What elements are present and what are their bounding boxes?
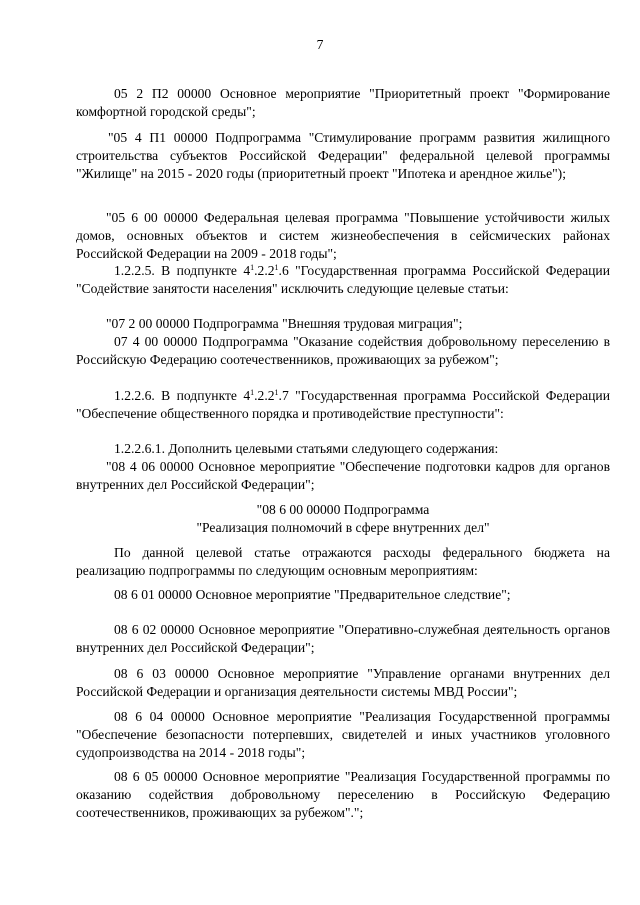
item-1-2-2-5-lead: 1.2.2.5. В подпункте 4 xyxy=(114,263,251,278)
paragraph-05-6: "05 6 00 00000 Федеральная целевая программа "Повышение устойчивости жилых домов, основных объектов и систем жизнеобеспечения в сейсмических районах Российской Федерации на 2009 - 2018 годы"; xyxy=(76,210,610,261)
paragraph-description: По данной целевой статье отражаются расходы федерального бюджета на реализацию подпрограммы по следующим основным мероприятиям: xyxy=(76,545,610,578)
item-1-2-2-6-mid: .2.2 xyxy=(254,388,275,403)
paragraph-08-6-05: 08 6 05 00000 Основное мероприятие "Реализация Государственной программы по оказанию содействия добровольному переселению в Российскую Федерацию соотечественников, проживающих за рубежом"."; xyxy=(76,769,610,820)
paragraph-08-6-03: 08 6 03 00000 Основное мероприятие "Управление органами внутренних дел Российской Федерации и организация деятельности системы МВД России"; xyxy=(76,666,610,699)
paragraph-08-6-01: 08 6 01 00000 Основное мероприятие "Предварительное следствие"; xyxy=(114,587,511,602)
paragraph-08-6-04: 08 6 04 00000 Основное мероприятие "Реализация Государственной программы "Обеспечение безопасности потерпевших, свидетелей и иных участников уголовного судопроизводства на 2014 - 2018 годы"; xyxy=(76,709,610,760)
item-1-2-2-5-text: .6 "Государственная программа Российской Федерации "Содействие занятости населения" исключить следующие целевые статьи: xyxy=(76,263,610,296)
page-number: 7 xyxy=(316,37,324,52)
item-1-2-2-6-text: .7 "Государственная программа Российской Федерации "Обеспечение общественного порядка и противодействие преступности": xyxy=(76,388,610,421)
paragraph-08-6-02: 08 6 02 00000 Основное мероприятие "Оперативно-служебная деятельность органов внутренних дел Российской Федерации"; xyxy=(76,622,610,655)
item-1-2-2-6 xyxy=(76,387,610,423)
paragraph-05-2-p2: 05 2 П2 00000 Основное мероприятие "Приоритетный проект "Формирование комфортной городской среды"; xyxy=(76,86,610,119)
paragraph-07-2: "07 2 00 00000 Подпрограмма "Внешняя трудовая миграция"; xyxy=(106,316,463,331)
subprogram-heading-code: "08 6 00 00000 Подпрограмма xyxy=(256,502,430,517)
item-1-2-2-6-1: 1.2.2.6.1. Дополнить целевыми статьями следующего содержания: xyxy=(114,441,499,456)
item-1-2-2-5-mid: .2.2 xyxy=(254,263,275,278)
item-1-2-2-6-lead: 1.2.2.6. В подпункте 4 xyxy=(114,388,251,403)
paragraph-05-4-p1: "05 4 П1 00000 Подпрограмма "Стимулирование программ развития жилищного строительства субъектов Российской Федерации" федеральной целевой программы "Жилище" на 2015 - 2020 годы (приоритетный проект "Ипотека и арендное жилье"); xyxy=(76,130,610,181)
subprogram-heading-title: "Реализация полномочий в сфере внутренних дел" xyxy=(196,520,490,535)
paragraph-08-4-06: "08 4 06 00000 Основное мероприятие "Обеспечение подготовки кадров для органов внутренних дел Российской Федерации"; xyxy=(76,459,610,492)
item-1-2-2-5-sup2: 1 xyxy=(274,263,279,272)
paragraph-07-4: 07 4 00 00000 Подпрограмма "Оказание содействия добровольному переселению в Российскую Федерацию соотечественников, проживающих за рубежом"; xyxy=(76,334,610,367)
item-1-2-2-5-sup1: 1 xyxy=(250,263,255,272)
item-1-2-2-5 xyxy=(76,262,610,298)
item-1-2-2-6-sup2: 1 xyxy=(274,388,279,397)
item-1-2-2-6-sup1: 1 xyxy=(250,388,255,397)
